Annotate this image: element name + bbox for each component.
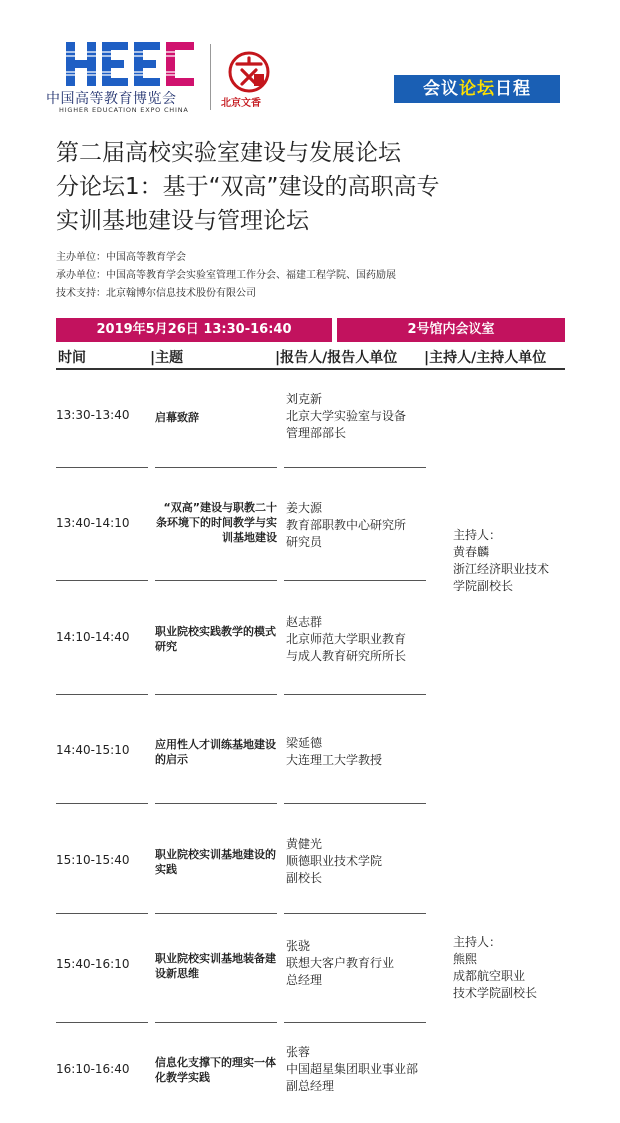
organizer-text: 主办单位：中国高等教育学会 bbox=[56, 252, 186, 263]
host-block bbox=[453, 527, 573, 595]
speaker-org: 顺德职业技术学院 bbox=[286, 854, 383, 868]
row-topic: 职业院校实训基地装备建设新思维 bbox=[155, 952, 276, 980]
col-topic-header: |主题 bbox=[150, 350, 184, 366]
row-topic: 职业院校实训基地建设的实践 bbox=[155, 848, 276, 876]
speaker-org: 副校长 bbox=[286, 871, 323, 885]
host-label: 主持人： bbox=[453, 528, 502, 542]
host-name: 熊熙 bbox=[453, 952, 478, 966]
undertaker-text: 承办单位：中国高等教育学会实验室管理工作分会、福建工程学院、国药励展 bbox=[56, 270, 396, 281]
speaker-org: 北京大学实验室与设备 bbox=[286, 409, 407, 423]
speaker-org: 副总经理 bbox=[286, 1079, 335, 1093]
row-divider bbox=[155, 913, 277, 914]
page-title-line1: 第二届高校实验室建设与发展论坛 bbox=[56, 140, 401, 166]
row-divider bbox=[284, 580, 426, 581]
row-time: 15:10-15:40 bbox=[56, 853, 130, 867]
host-org: 学院副校长 bbox=[453, 579, 514, 593]
logo-cn-text: 中国高等教育博览会 bbox=[46, 91, 177, 107]
speaker-org: 总经理 bbox=[286, 973, 323, 987]
row-topic: 信息化支撑下的理实一体化教学实践 bbox=[155, 1056, 276, 1084]
heec-logo bbox=[66, 40, 194, 88]
header-rule bbox=[56, 368, 565, 370]
row-time: 16:10-16:40 bbox=[56, 1062, 130, 1076]
row-divider bbox=[284, 694, 426, 695]
row-speaker bbox=[286, 500, 446, 551]
speaker-org: 联想大客户教育行业 bbox=[286, 956, 395, 970]
logo-divider bbox=[210, 44, 211, 110]
speaker-name: 姜大源 bbox=[286, 501, 323, 515]
row-topic: 职业院校实践教学的模式研究 bbox=[155, 625, 276, 653]
row-speaker bbox=[286, 836, 446, 887]
row-divider bbox=[155, 580, 277, 581]
row-divider bbox=[284, 467, 426, 468]
host-org: 成都航空职业 bbox=[453, 969, 526, 983]
host-org: 技术学院副校长 bbox=[453, 986, 538, 1000]
row-time: 15:40-16:10 bbox=[56, 957, 130, 971]
speaker-name: 张蓉 bbox=[286, 1045, 311, 1059]
row-time: 13:40-14:10 bbox=[56, 516, 130, 530]
logo-en-text: HIGHER EDUCATION EXPO CHINA bbox=[59, 106, 189, 114]
speaker-org: 教育部职教中心研究所 bbox=[286, 518, 407, 532]
schedule-banner: 会议论坛日程 bbox=[394, 75, 560, 103]
row-speaker bbox=[286, 938, 446, 989]
row-time: 14:40-15:10 bbox=[56, 743, 130, 757]
row-speaker bbox=[286, 614, 446, 665]
row-time: 14:10-14:40 bbox=[56, 630, 130, 644]
speaker-org: 与成人教育研究所所长 bbox=[286, 649, 407, 663]
row-divider bbox=[284, 913, 426, 914]
row-divider bbox=[56, 467, 148, 468]
speaker-name: 梁延德 bbox=[286, 736, 323, 750]
row-divider bbox=[56, 913, 148, 914]
row-speaker bbox=[286, 735, 446, 769]
speaker-org: 大连理工大学教授 bbox=[286, 753, 383, 767]
host-block bbox=[453, 934, 573, 1002]
row-topic: 启幕致辞 bbox=[155, 411, 199, 424]
tech-support-text: 技术支持：北京翰博尔信息技术股份有限公司 bbox=[56, 288, 256, 299]
page-title-line2: 分论坛1：基于“双高”建设的高职高专 bbox=[56, 174, 440, 200]
row-divider bbox=[155, 467, 277, 468]
partner-logo-text: 北京文香 bbox=[221, 98, 261, 109]
row-time: 13:30-13:40 bbox=[56, 408, 130, 422]
col-host-header: |主持人/主持人单位 bbox=[424, 350, 547, 366]
row-divider bbox=[155, 803, 277, 804]
row-divider bbox=[155, 694, 277, 695]
venue-bar: 2号馆内会议室 bbox=[337, 318, 565, 342]
speaker-name: 张骁 bbox=[286, 939, 311, 953]
row-speaker bbox=[286, 391, 446, 442]
row-divider bbox=[284, 1022, 426, 1023]
speaker-org: 北京师范大学职业教育 bbox=[286, 632, 407, 646]
partner-logo-icon bbox=[224, 50, 274, 94]
date-time-bar: 2019年5月26日 13:30-16:40 bbox=[56, 318, 332, 342]
row-speaker bbox=[286, 1044, 446, 1095]
page-title-line3: 实训基地建设与管理论坛 bbox=[56, 208, 309, 234]
col-speaker-header: |报告人/报告人单位 bbox=[275, 350, 398, 366]
row-topic: “双高”建设与职教二十条环境下的时间教学与实训基地建设 bbox=[156, 501, 277, 544]
row-divider bbox=[56, 694, 148, 695]
speaker-name: 刘克新 bbox=[286, 392, 323, 406]
row-divider bbox=[155, 1022, 277, 1023]
row-divider bbox=[56, 1022, 148, 1023]
speaker-org: 管理部部长 bbox=[286, 426, 347, 440]
col-time-header: 时间 bbox=[58, 350, 86, 366]
row-divider bbox=[284, 803, 426, 804]
host-org: 浙江经济职业技术 bbox=[453, 562, 550, 576]
row-divider bbox=[56, 580, 148, 581]
row-divider bbox=[56, 803, 148, 804]
row-topic: 应用性人才训练基地建设的启示 bbox=[155, 738, 276, 766]
speaker-org: 中国超星集团职业事业部 bbox=[286, 1062, 419, 1076]
speaker-name: 赵志群 bbox=[286, 615, 323, 629]
speaker-name: 黄健光 bbox=[286, 837, 323, 851]
speaker-org: 研究员 bbox=[286, 535, 323, 549]
host-label: 主持人： bbox=[453, 935, 502, 949]
host-name: 黄春麟 bbox=[453, 545, 490, 559]
